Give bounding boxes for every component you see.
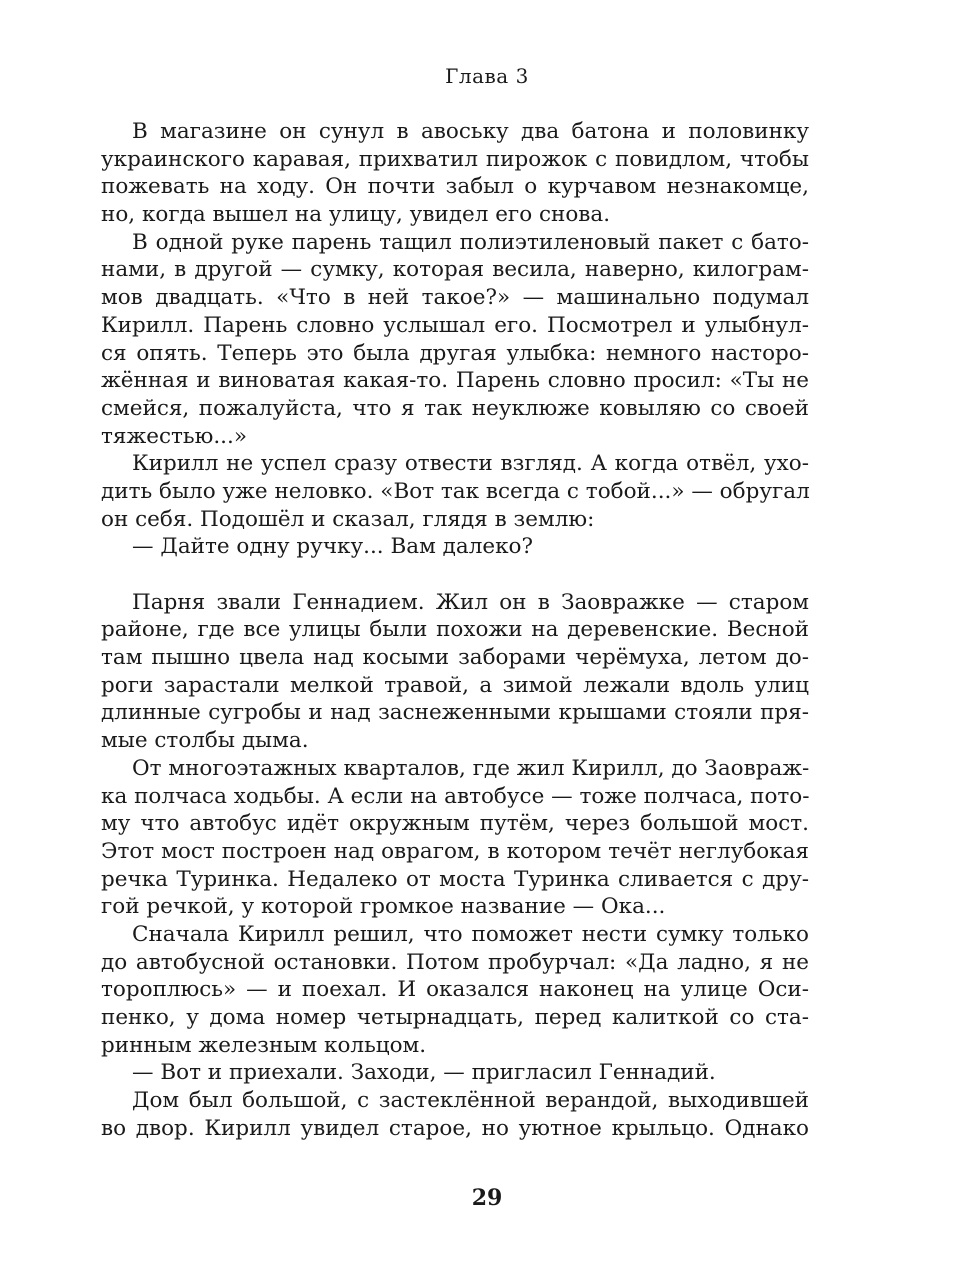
text-line: тороплюсь» — и поехал. И оказался наконец на улице Оси-	[101, 977, 809, 1003]
text-line: — Вот и приехали. Заходи, — пригласил Геннадий.	[132, 1060, 716, 1086]
text-line: Парня звали Геннадием. Жил он в Заовражке — старом	[132, 589, 809, 615]
text-line: пожевать на ходу. Он почти забыл о курчавом незнакомце,	[101, 174, 809, 200]
chapter-title: Глава 3	[445, 64, 529, 88]
text-line: речка Туринка. Недалеко от моста Туринка сливается с дру-	[101, 866, 809, 892]
text-line: Сначала Кирилл решил, что поможет нести сумку только	[132, 921, 809, 947]
body-text	[101, 118, 809, 1142]
text-line: он себя. Подошёл и сказал, глядя в землю:	[101, 506, 595, 532]
text-line: гой речкой, у которой громкое название — Ока...	[101, 894, 666, 920]
text-line: мов двадцать. «Что в ней такое?» — машинально подумал	[101, 285, 809, 311]
text-line: во двор. Кирилл увидел старое, но уютное крыльцо. Однако	[101, 1115, 809, 1141]
text-line: тяжестью...»	[101, 423, 247, 449]
text-line: В одной руке парень тащил полиэтиленовый пакет с бато-	[132, 229, 809, 255]
text-line: ся опять. Теперь это была другая улыбка: немного насторо-	[101, 340, 809, 366]
text-line: там пышно цвела над косыми заборами черёмуха, летом до-	[101, 645, 809, 671]
text-line: жённая и виноватая какая-то. Парень словно просил: «Ты не	[101, 368, 809, 394]
text-line: От многоэтажных кварталов, где жил Кирилл, до Заовраж-	[132, 755, 810, 781]
text-line: но, когда вышел на улицу, увидел его снова.	[101, 202, 611, 228]
text-line: — Дайте одну ручку... Вам далеко?	[132, 534, 533, 560]
text-line: пенко, у дома номер четырнадцать, перед калиткой со ста-	[101, 1005, 809, 1030]
text-line: му что автобус идёт окружным путём, через большой мост.	[101, 811, 809, 837]
text-line: длинные сугробы и над заснеженными крышами стояли пря-	[101, 700, 809, 726]
text-line: нами, в другой — сумку, которая весила, наверно, килограм-	[101, 257, 809, 283]
paragraph-break	[101, 561, 809, 589]
text-line: ринным железным кольцом.	[101, 1032, 427, 1058]
text-line: Кирилл. Парень словно услышал его. Посмотрел и улыбнул-	[101, 312, 809, 338]
text-line: роги зарастали мелкой травой, а зимой лежали вдоль улиц	[101, 672, 809, 698]
text-line: мые столбы дыма.	[101, 728, 309, 754]
text-line: смейся, пожалуйста, что я так неуклюже ковыляю со своей	[101, 395, 809, 421]
page-number: 29	[471, 1185, 503, 1211]
text-line: Кирилл не успел сразу отвести взгляд. А когда отвёл, ухо-	[132, 451, 809, 477]
text-line: дить было уже неловко. «Вот так всегда с тобой...» — обругал	[101, 478, 810, 504]
text-line: районе, где все улицы были похожи на деревенские. Весной	[101, 617, 809, 643]
text-line: ка полчаса ходьбы. А если на автобусе — тоже полчаса, пото-	[101, 783, 810, 809]
text-line: до автобусной остановки. Потом пробурчал: «Да ладно, я не	[101, 949, 809, 975]
text-line: В магазине он сунул в авоську два батона и половинку	[132, 119, 809, 144]
text-line: украинского каравая, прихватил пирожок с повидлом, чтобы	[101, 146, 809, 172]
text-line: Этот мост построен над оврагом, в котором течёт неглубокая	[101, 838, 809, 864]
text-line: Дом был большой, с застеклённой верандой, выходившей	[132, 1088, 809, 1114]
